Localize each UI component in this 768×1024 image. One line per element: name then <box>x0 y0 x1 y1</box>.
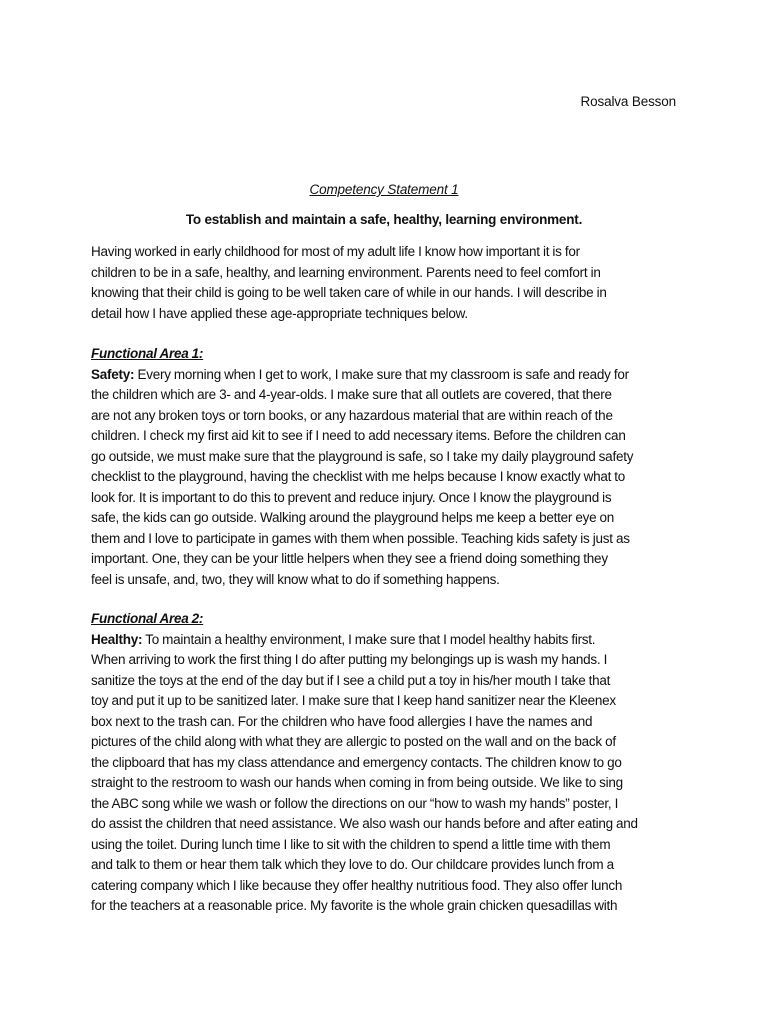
paragraph-line: When arriving to work the first thing I do after putting my belongings up is wash my hands. I <box>91 652 608 667</box>
paragraph-line: for the teachers at a reasonable price. My favorite is the whole grain chicken quesadillas with <box>91 898 618 913</box>
safety-lead-label: Safety: <box>91 366 135 382</box>
intro-paragraph <box>91 242 681 324</box>
paragraph-line: children to be in a safe, healthy, and learning environment. Parents need to feel comfort in <box>91 264 601 280</box>
paragraph-line: toy and put it up to be sanitized later. I make sure that I keep hand sanitizer near the Kleenex <box>91 693 616 708</box>
paragraph-line: sanitize the toys at the end of the day but if I see a child put a toy in his/her mouth I take that <box>91 672 611 688</box>
paragraph-line: look for. It is important to do this to prevent and reduce injury. Once I know the playground is <box>91 489 612 505</box>
paragraph-line: the ABC song while we wash or follow the directions on our “how to wash my hands” poster, I <box>91 795 619 811</box>
paragraph-line: Having worked in early childhood for most of my adult life I know how important it is for <box>91 244 580 259</box>
statement-subtitle: To establish and maintain a safe, healthy, learning environment. <box>185 212 583 227</box>
paragraph-line: knowing that their child is going to be well taken care of while in our hands. I will describe in <box>91 285 607 300</box>
paragraph-line: do assist the children that need assistance. We also wash our hands before and after eating and <box>91 816 638 831</box>
author-name: Rosalva Besson <box>580 94 676 109</box>
paragraph-line: are not any broken toys or torn books, or any hazardous material that are within reach of the <box>91 407 613 423</box>
paragraph-line: go outside, we must make sure that the playground is safe, so I take my daily playground safety <box>91 448 634 464</box>
paragraph-line: checklist to the playground, having the checklist with me helps because I know exactly what to <box>91 469 626 484</box>
paragraph-line: feel is unsafe, and, two, they will know what to do if something happens. <box>91 571 500 587</box>
paragraph-line: straight to the restroom to wash our hands when coming in from being outside. We like to sing <box>91 775 623 790</box>
functional-area-2-section <box>91 609 681 917</box>
paragraph-line: them and I love to participate in games with them when possible. Teaching kids safety is just as <box>91 530 630 546</box>
paragraph-line <box>91 630 681 651</box>
paragraph-line: the clipboard that has my class attendance and emergency contacts. The children know to go <box>91 754 622 770</box>
healthy-lead-label: Healthy: <box>91 631 143 647</box>
paragraph-line <box>91 365 681 386</box>
paragraph-line: using the toilet. During lunch time I like to sit with the children to spend a little time with them <box>91 836 611 852</box>
functional-area-1-section <box>91 344 681 590</box>
paragraph-line-text: Every morning when I get to work, I make sure that my classroom is safe and ready for <box>134 366 629 382</box>
paragraph-line: and talk to them or hear them talk which they love to do. Our childcare provides lunch from a <box>91 857 614 872</box>
paragraph-line: the children which are 3- and 4-year-olds. I make sure that all outlets are covered, that there <box>91 387 612 402</box>
functional-area-1-heading: Functional Area 1: <box>91 346 204 361</box>
functional-area-2-heading: Functional Area 2: <box>91 611 204 626</box>
paragraph-line: detail how I have applied these age-appropriate techniques below. <box>91 305 468 321</box>
paragraph-line: important. One, they can be your little helpers when they see a friend doing something they <box>91 551 608 566</box>
paragraph-line: safe, the kids can go outside. Walking around the playground helps me keep a better eye on <box>91 510 615 525</box>
paragraph-line: children. I check my first aid kit to see if I need to add necessary items. Before the children can <box>91 428 626 443</box>
paragraph-line: catering company which I like because they offer healthy nutritious food. They also offer lunch <box>91 877 623 893</box>
paragraph-line: pictures of the child along with what they are allergic to posted on the wall and on the back of <box>91 734 616 749</box>
statement-title: Competency Statement 1 <box>309 182 459 197</box>
paragraph-line: box next to the trash can. For the children who have food allergies I have the names and <box>91 713 593 729</box>
paragraph-line-text: To maintain a healthy environment, I make sure that I model healthy habits first. <box>142 631 596 647</box>
